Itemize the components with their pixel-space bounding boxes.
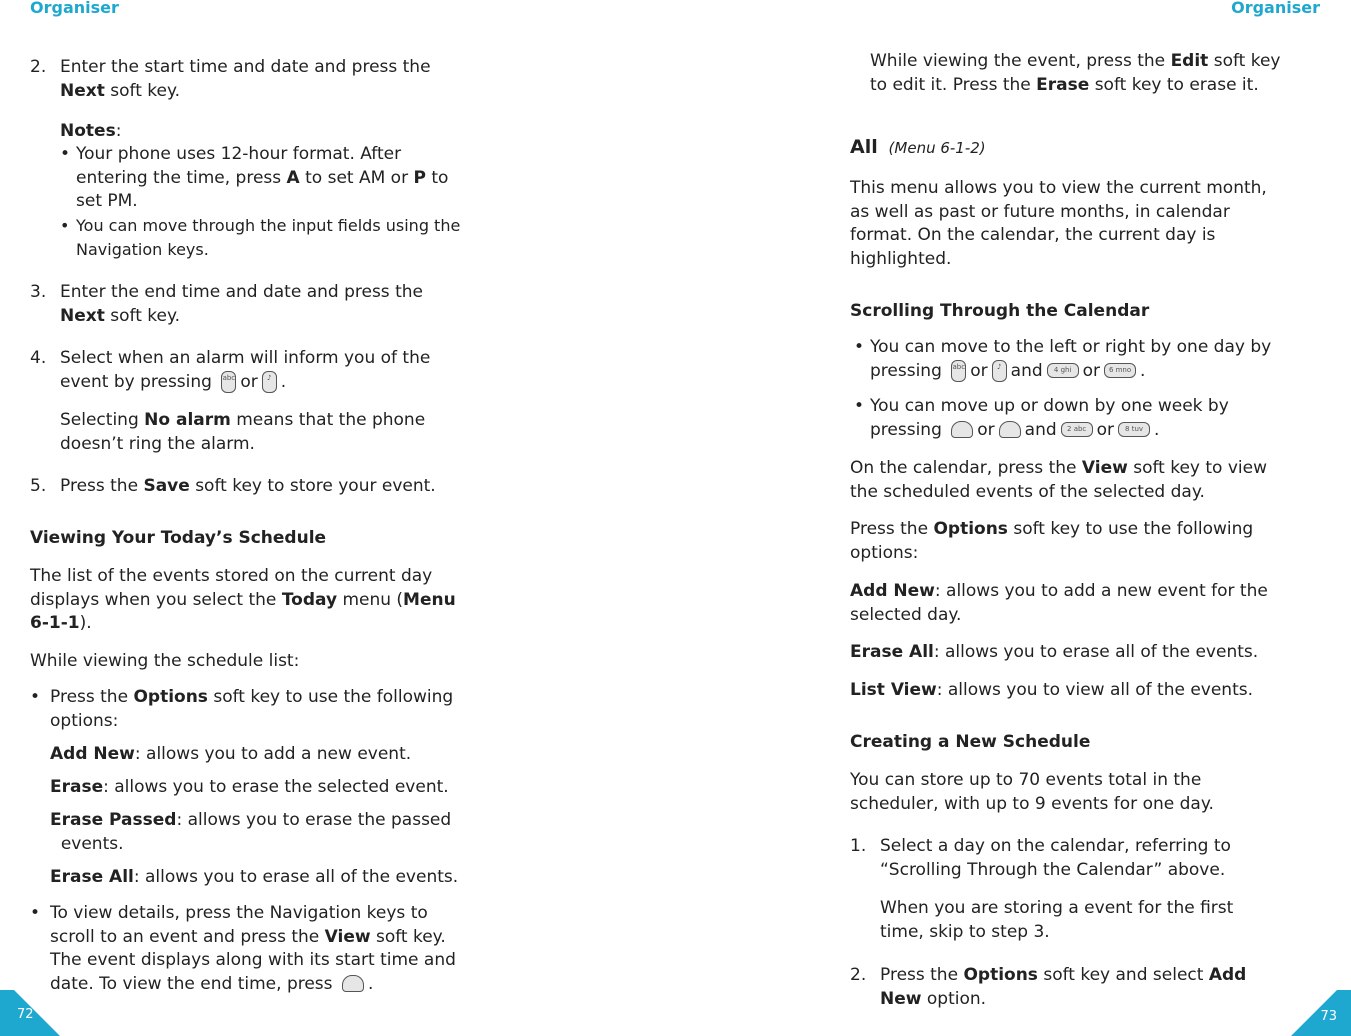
option-erase: Erase: allows you to erase the selected event.: [50, 777, 449, 797]
step-1-note: When you are storing a event for the first time, skip to step 3.: [880, 898, 1234, 942]
option-erase-all: Erase All: allows you to erase all of the events.: [850, 642, 1259, 662]
all-title: All (Menu 6-1-2): [850, 136, 986, 158]
step-2-text: Enter the start time and date and press the Next soft key.: [60, 57, 431, 101]
step-4-number: 4.: [30, 348, 47, 368]
right-soft-key-icon: ♪: [262, 371, 277, 393]
while-viewing-list: While viewing the schedule list:: [30, 651, 300, 671]
step-3-number: 3.: [30, 282, 47, 302]
option-erase-all: Erase All: allows you to erase all of the events.: [50, 867, 459, 887]
nav-up-key-icon: [951, 421, 973, 438]
notes-label: Notes:: [60, 121, 122, 141]
key-4-icon: 4 ghi: [1047, 363, 1079, 378]
options-paragraph: Press the Options soft key to use the following options:: [850, 519, 1254, 563]
bullet-icon: •: [854, 396, 865, 416]
right-page: [676, 0, 1351, 1036]
right-header: Organiser: [1231, 0, 1320, 17]
page-number-left: 72: [17, 1006, 34, 1022]
key-6-icon: 6 mno: [1104, 363, 1136, 378]
left-soft-key-icon: abc: [221, 371, 236, 393]
left-soft-key-icon: abc: [951, 360, 966, 382]
bullet-icon: •: [60, 216, 70, 235]
note-2: You can move through the input fields using the Navigation keys.: [76, 216, 461, 259]
section-heading-today: Viewing Your Today’s Schedule: [30, 528, 327, 548]
right-soft-key-icon: ♪: [992, 360, 1007, 382]
view-paragraph: On the calendar, press the View soft key to view the scheduled events of the selected day.: [850, 458, 1268, 502]
step-5-number: 5.: [30, 476, 47, 496]
step-1-number: 1.: [850, 836, 867, 856]
week-move-bullet: You can move up or down by one week by pressing or and 2 abc or 8 tuv .: [870, 396, 1229, 440]
details-bullet: To view details, press the Navigation keys to scroll to an event and press the View soft key. The event displays along with its start time and date. To view the end time, press .: [50, 903, 456, 994]
step-2-number: 2.: [30, 57, 47, 77]
step-2-number: 2.: [850, 965, 867, 985]
bullet-icon: •: [30, 687, 41, 707]
option-add-new: Add New: allows you to add a new event for the selected day.: [850, 581, 1268, 625]
left-header: Organiser: [30, 0, 119, 17]
option-erase-passed: Erase Passed: allows you to erase the passed events.: [50, 810, 452, 854]
create-paragraph: You can store up to 70 events total in the scheduler, with up to 9 events for one day.: [850, 770, 1214, 814]
edit-erase-note: While viewing the event, press the Edit soft key to edit it. Press the Erase soft key to erase it.: [870, 51, 1281, 95]
step-1-text: Select a day on the calendar, referring to “Scrolling Through the Calendar” above.: [880, 836, 1231, 880]
step-2-text: Press the Options soft key and select Add New option.: [880, 965, 1247, 1009]
options-bullet: Press the Options soft key to use the following options:: [50, 687, 454, 731]
note-1: Your phone uses 12-hour format. After entering the time, press A to set AM or P to set PM.: [76, 144, 449, 211]
nav-down-key-icon: [342, 975, 364, 992]
step-3-text: Enter the end time and date and press the Next soft key.: [60, 282, 423, 326]
section-heading-create: Creating a New Schedule: [850, 732, 1091, 752]
all-description: This menu allows you to view the current month, as well as past or future months, in calendar format. On the calendar, the current day is highlighted.: [850, 178, 1267, 269]
key-8-icon: 8 tuv: [1118, 422, 1150, 437]
left-page: [0, 0, 675, 1036]
bullet-icon: •: [60, 144, 71, 164]
day-move-bullet: You can move to the left or right by one day by pressing abc or ♪ and 4 ghi or 6 mno .: [870, 337, 1272, 381]
no-alarm-note: Selecting No alarm means that the phone doesn’t ring the alarm.: [60, 410, 426, 454]
step-4-text: Select when an alarm will inform you of the event by pressing abc or ♪ .: [60, 348, 431, 392]
option-list-view: List View: allows you to view all of the events.: [850, 680, 1254, 700]
page-number-right: 73: [1320, 1008, 1337, 1024]
today-paragraph: The list of the events stored on the current day displays when you select the Today menu (Menu 6-1-1).: [30, 566, 456, 633]
option-add-new: Add New: allows you to add a new event.: [50, 744, 412, 764]
section-heading-scrolling: Scrolling Through the Calendar: [850, 301, 1150, 321]
step-5-text: Press the Save soft key to store your event.: [60, 476, 436, 496]
bullet-icon: •: [854, 337, 865, 357]
bullet-icon: •: [30, 903, 41, 923]
key-2-icon: 2 abc: [1061, 422, 1093, 437]
nav-down-key-icon: [999, 421, 1021, 438]
